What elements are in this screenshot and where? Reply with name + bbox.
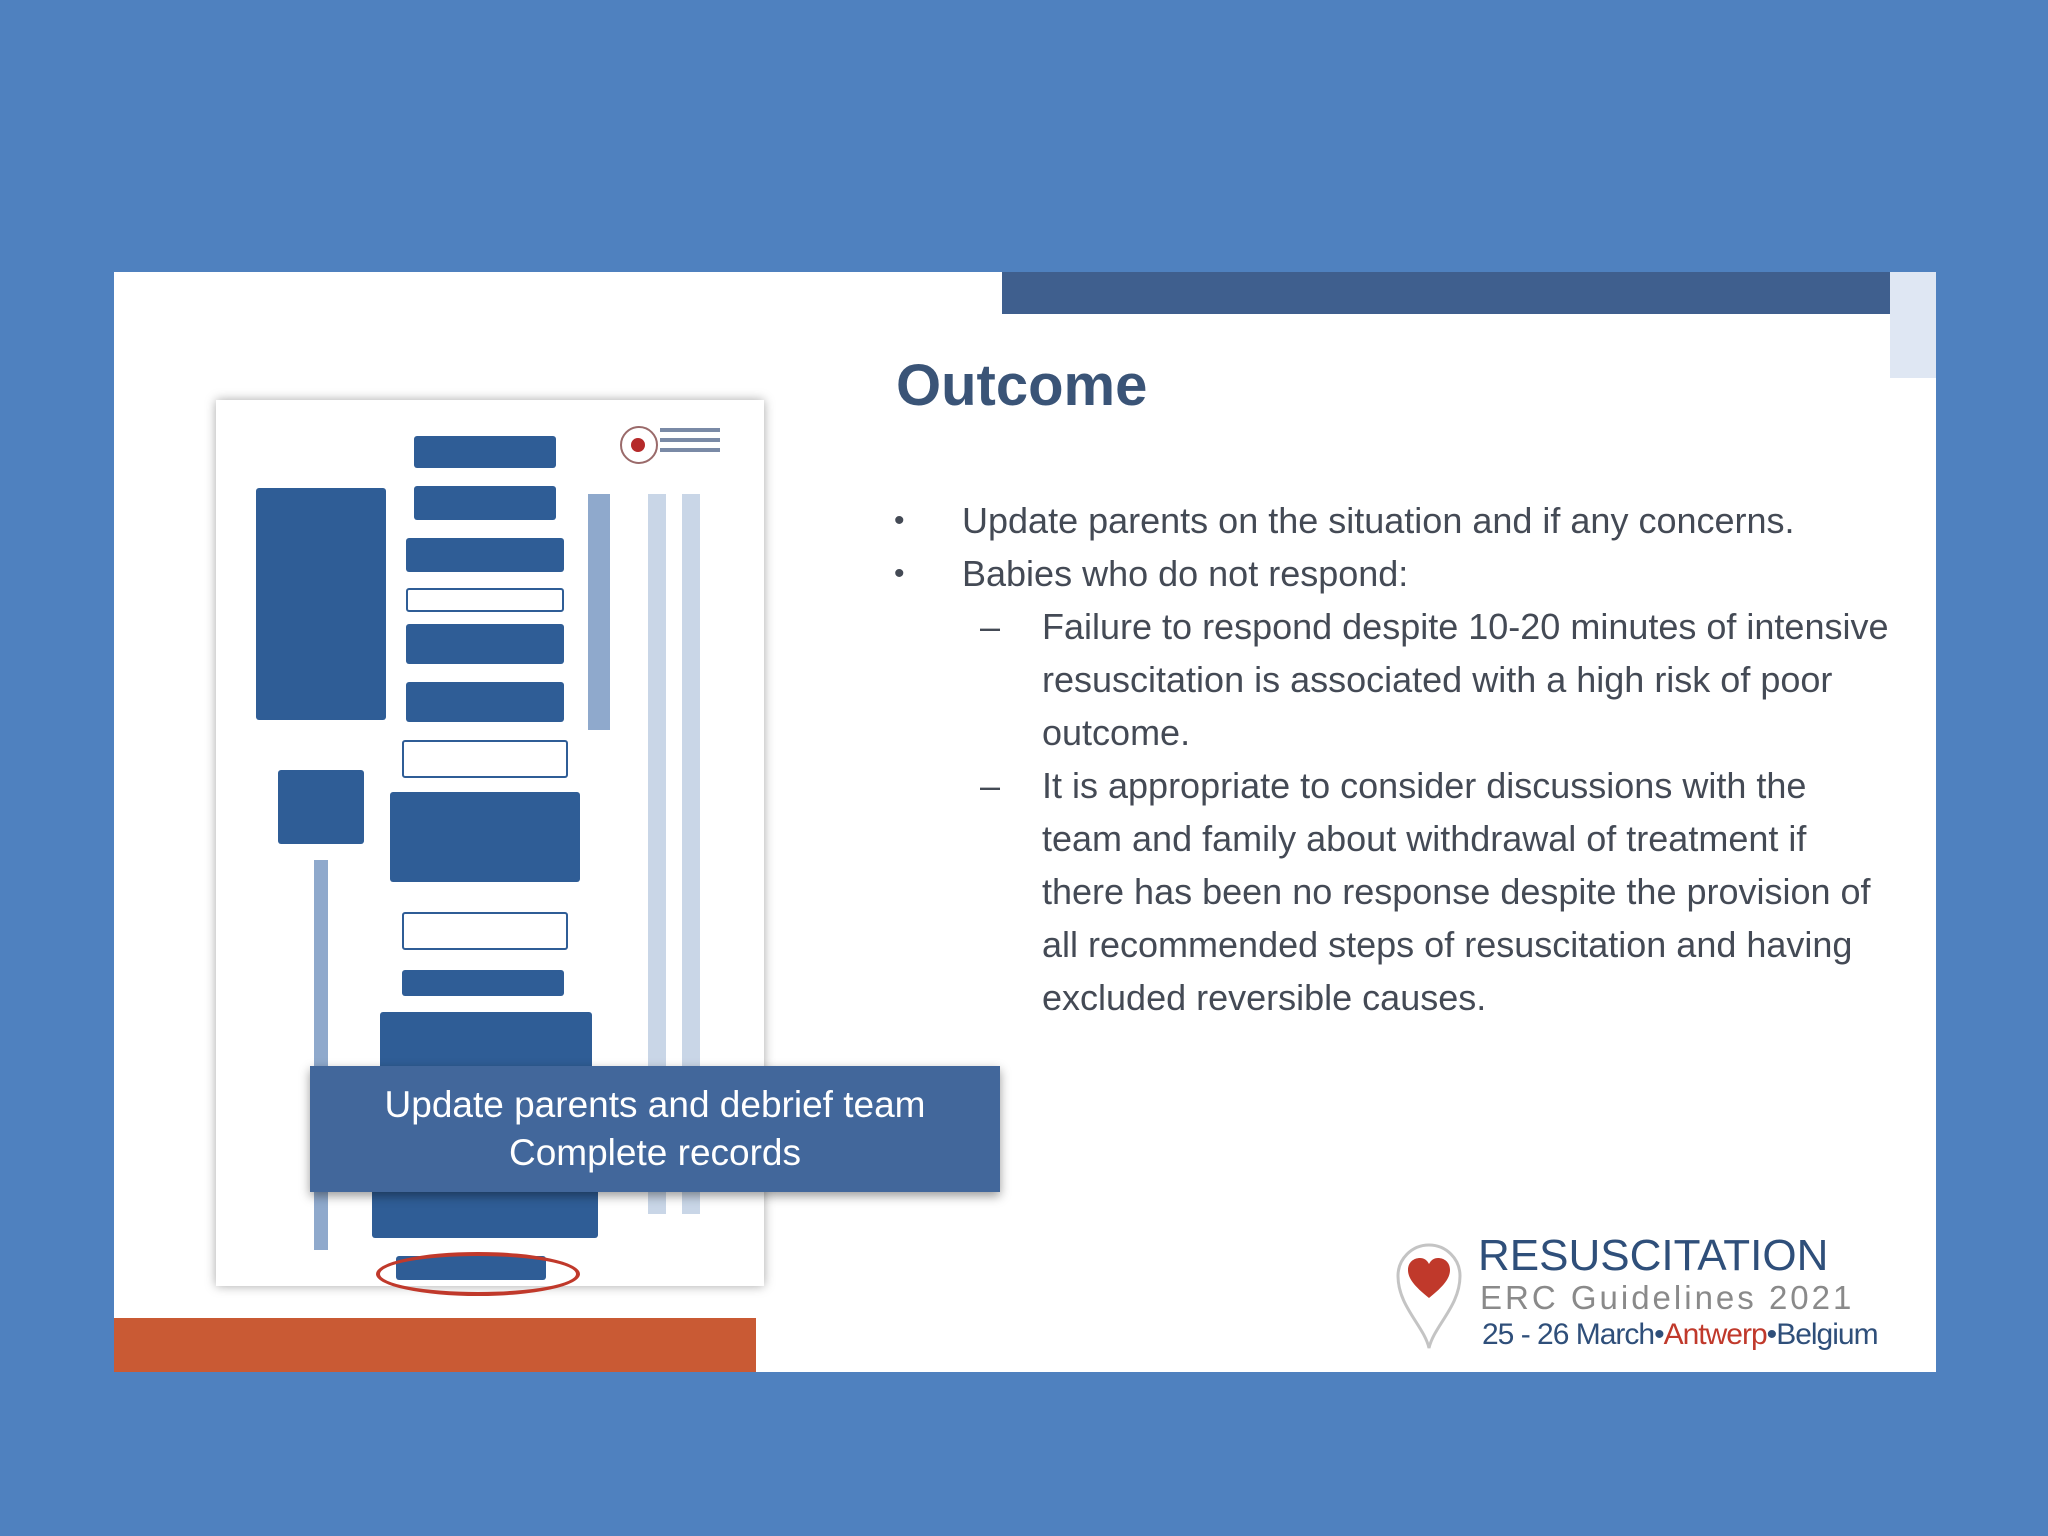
sub-bullet-item	[962, 759, 1894, 1024]
algorithm-box-open-airway	[406, 624, 564, 664]
top-accent-bar	[1002, 272, 1890, 314]
callout-line-2: Complete records	[508, 1132, 801, 1173]
bullet-item	[894, 547, 1894, 1024]
algorithm-arrow-time	[588, 494, 610, 730]
heart-pin-icon	[1394, 1236, 1464, 1352]
slide	[114, 272, 1936, 1372]
erc-logo-icon	[620, 426, 658, 464]
logo-country: Belgium	[1776, 1318, 1878, 1351]
bottom-accent-bar	[114, 1318, 756, 1372]
algorithm-box-chest-not-moving	[390, 792, 580, 882]
sub-bullet-text: It is appropriate to consider discussions with the team and family about withdrawal of treatment if there has been no response despite the provision of all recommended steps of resuscitation and having excluded reversible causes.	[1042, 765, 1871, 1018]
algorithm-box-preterm	[256, 488, 386, 720]
algorithm-box-heart-rate	[380, 1012, 592, 1072]
callout-update-parents	[310, 1066, 1000, 1192]
slide-content	[894, 494, 1894, 1024]
sub-bullet-text: Failure to respond despite 10-20 minutes of intensive resuscitation is associated with a high risk of poor outcome.	[1042, 606, 1889, 753]
sub-bullet-list	[962, 600, 1894, 1024]
algorithm-box-antenatal	[414, 436, 556, 468]
bullet-text: Babies who do not respond:	[962, 553, 1409, 594]
logo-date: 25 - 26 March	[1482, 1318, 1655, 1351]
algorithm-box-reassess-1	[402, 740, 568, 778]
logo-name: RESUSCITATION	[1478, 1231, 1829, 1280]
erc-logo-text-lines	[660, 428, 740, 458]
bullet-list	[894, 494, 1894, 1024]
callout-line-1: Update parents and debrief team	[384, 1084, 926, 1125]
algorithm-box-assess	[406, 588, 564, 612]
algorithm-box-clock	[406, 538, 564, 572]
top-corner-tab	[1890, 272, 1936, 378]
logo-city: Antwerp	[1663, 1318, 1767, 1351]
logo-subtitle: ERC Guidelines 2021	[1480, 1279, 1855, 1316]
logo-separator: •	[1766, 1318, 1777, 1351]
bullet-item	[894, 494, 1894, 547]
algorithm-box-birth	[414, 486, 556, 520]
algorithm-box-ventilation	[402, 970, 564, 996]
sub-bullet-item	[962, 600, 1894, 759]
algorithm-box-inflations	[406, 682, 564, 722]
bullet-text: Update parents on the situation and if any concerns.	[962, 500, 1795, 541]
logo-separator: •	[1654, 1318, 1664, 1351]
conference-logo	[1394, 1232, 1914, 1362]
logo-date-line	[1482, 1316, 1878, 1354]
algorithm-box-reassess-2	[402, 912, 568, 950]
algorithm-box-spo2	[278, 770, 364, 844]
highlight-circle	[376, 1252, 580, 1296]
slide-title: Outcome	[896, 353, 1148, 418]
